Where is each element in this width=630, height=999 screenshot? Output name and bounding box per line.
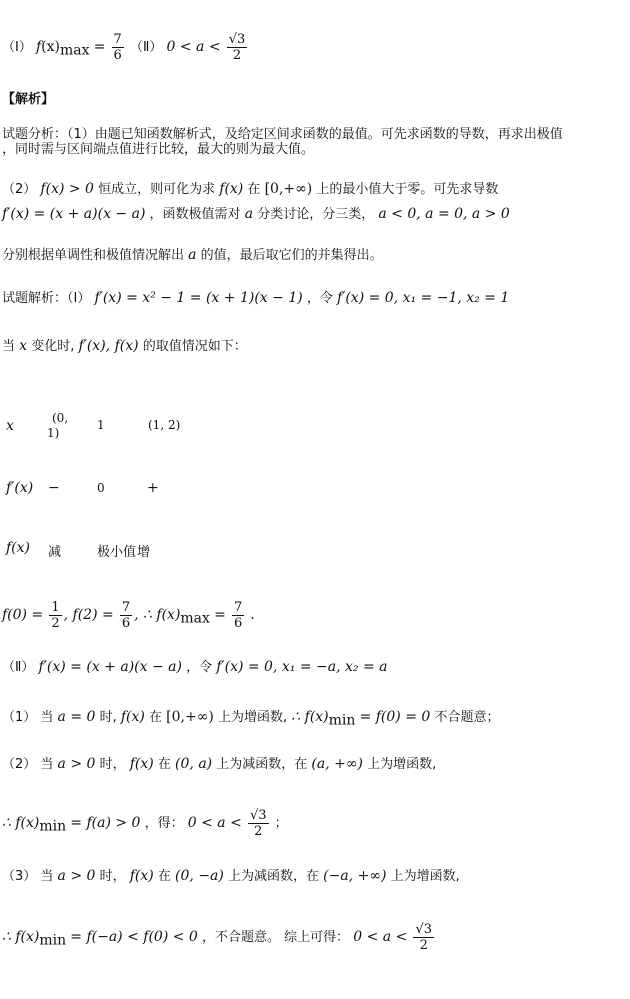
table-cell: 0	[97, 481, 105, 495]
math: f(x)	[120, 709, 145, 725]
math: 0 < a <	[353, 929, 408, 945]
math: f(x) > 0	[40, 181, 94, 197]
numerator: √3	[415, 922, 433, 937]
math: (x)	[41, 39, 60, 55]
table-cell: 增	[137, 545, 151, 560]
math: (0, −a)	[175, 868, 224, 884]
math: a	[188, 247, 197, 263]
fraction	[248, 808, 269, 839]
math: ∴ f(x)	[291, 709, 329, 725]
denominator: 2	[254, 824, 263, 839]
text: （Ⅱ）	[2, 660, 35, 675]
table-cell: −	[48, 480, 60, 496]
table-cell: (1, 2)	[148, 418, 181, 432]
subscript: max	[60, 42, 90, 59]
fraction	[49, 600, 61, 631]
table-cell: (0,	[52, 411, 69, 425]
table-cell: 极小值	[97, 545, 137, 560]
fraction	[413, 922, 434, 953]
math: a > 0	[57, 756, 96, 772]
text: 在	[157, 869, 171, 884]
analysis-line-2b	[2, 206, 510, 223]
math: (−a, +∞)	[323, 868, 387, 884]
case-2-result-line	[2, 808, 288, 839]
math: 0 < a <	[166, 39, 221, 55]
math: f′(x) = (x + a)(x − a)	[38, 659, 182, 675]
numerator: 1	[51, 600, 60, 615]
subscript: min	[39, 818, 67, 835]
math: =	[214, 607, 226, 623]
math: [0,+∞)	[264, 181, 313, 197]
denominator: 2	[419, 938, 428, 953]
case-3-result-line	[2, 922, 436, 953]
math: a = 0	[57, 709, 96, 725]
numerator: 7	[233, 600, 243, 615]
analysis-line-3	[2, 247, 383, 264]
text: 分类讨论，分三类，	[257, 207, 375, 222]
text: ；	[274, 816, 288, 831]
text: （2） 当	[2, 757, 54, 772]
fraction	[120, 600, 132, 631]
table-cell: f(x)	[6, 540, 31, 556]
math: = f(a) > 0	[70, 815, 141, 831]
table-cell: 减	[48, 545, 62, 560]
numerator: 7	[113, 32, 122, 47]
math: f′(x) = 0, x₁ = −1, x₂ = 1	[336, 290, 510, 306]
analysis-line-2a	[2, 181, 498, 198]
numerator: √3	[249, 808, 267, 823]
subscript: max	[180, 610, 210, 627]
text: 在	[149, 710, 163, 725]
denominator: 6	[233, 616, 243, 631]
denominator: 6	[113, 48, 122, 63]
fraction	[227, 32, 248, 63]
text: ，令	[306, 291, 333, 306]
math: = f(−a) < f(0) < 0	[70, 929, 198, 945]
numerator: √3	[228, 32, 246, 47]
text: ，不合题意。 综上可得：	[201, 930, 350, 945]
math: f(x)	[129, 868, 154, 884]
text: 恒成立，则可化为求	[98, 182, 216, 197]
part-ii-line	[2, 659, 387, 676]
text: ，函数极值需对	[149, 207, 241, 222]
case-3-line	[2, 868, 460, 885]
denominator: 2	[51, 616, 60, 631]
text: 上为减函数，在	[216, 757, 308, 772]
math: a	[244, 206, 254, 222]
analysis-line-1b: ，同时需与区间端点值进行比较，最大的则为最大值。	[2, 142, 315, 157]
text: 试题解析：（Ⅰ）	[2, 291, 91, 306]
text: 上的最小值大于零。可先求导数	[316, 182, 499, 197]
math: = f(0) = 0	[359, 709, 431, 725]
text: （2）	[2, 182, 37, 197]
text: 在	[157, 757, 171, 772]
fmax-line	[2, 600, 255, 631]
analysis-heading: 【解析】	[2, 92, 55, 107]
text: 时，	[99, 757, 126, 772]
math: f′(x) = x² − 1 = (x + 1)(x − 1)	[94, 290, 303, 306]
text: ，得：	[144, 816, 184, 831]
math: ∴ f(x)	[2, 929, 40, 945]
math: f′(x) = 0, x₁ = −a, x₂ = a	[216, 659, 388, 675]
text: 上为增函数,	[367, 757, 437, 772]
math: f	[35, 39, 42, 55]
math: f(0) =	[2, 607, 44, 623]
math: (a, +∞)	[311, 756, 363, 772]
math: , ∴ f(x)	[134, 607, 181, 623]
math: f(x)	[219, 181, 244, 197]
math: [0,+∞)	[166, 709, 214, 725]
text: （3） 当	[2, 869, 54, 884]
table-cell: +	[147, 480, 159, 496]
text: 上为增函数,	[390, 869, 460, 884]
text: （1） 当	[2, 710, 54, 725]
math: a < 0, a = 0, a > 0	[378, 206, 510, 222]
math: 0 < a <	[187, 815, 242, 831]
answer-part-ii: （Ⅱ）	[129, 40, 163, 55]
denominator: 2	[232, 48, 242, 63]
math: f′(x), f(x)	[78, 338, 139, 354]
text: 变化时,	[31, 339, 75, 354]
table-cell: 1)	[47, 426, 60, 440]
math: , f(2) =	[63, 607, 114, 623]
text: 上为减函数，在	[228, 869, 320, 884]
case-2-line	[2, 756, 436, 773]
text: ，令	[186, 660, 213, 675]
text: 时,	[99, 710, 117, 725]
table-intro-line	[2, 338, 247, 355]
subscript: min	[328, 712, 356, 729]
text: 在	[247, 182, 261, 197]
math: =	[93, 39, 106, 55]
text: 时，	[99, 869, 126, 884]
math: ∴ f(x)	[2, 815, 40, 831]
table-cell: f′(x)	[6, 480, 34, 496]
subscript: min	[39, 932, 67, 949]
case-1-line	[2, 709, 499, 729]
table-cell: x	[6, 418, 14, 434]
numerator: 7	[121, 600, 131, 615]
fraction	[232, 600, 244, 631]
table-cell: 1	[97, 418, 105, 432]
answer-line	[2, 32, 249, 63]
math: .	[250, 607, 255, 623]
math: f(x)	[129, 756, 154, 772]
analysis-line-1a: 试题分析：（1）由题已知函数解析式，及给定区间求函数的最值。可先求函数的导数，再求出极值	[2, 127, 563, 142]
text: 当	[2, 339, 16, 354]
math: (0, a)	[175, 756, 213, 772]
fraction	[112, 32, 124, 63]
math: a > 0	[57, 868, 96, 884]
math: f′(x) = (x + a)(x − a)	[2, 206, 146, 222]
answer-part-i: （Ⅰ）	[2, 40, 32, 55]
text: 上为增函数,	[218, 710, 288, 725]
text: 分别根据单调性和极值情况解出	[2, 248, 185, 263]
solution-line-1	[2, 290, 509, 307]
math: x	[19, 338, 28, 354]
denominator: 6	[121, 616, 131, 631]
text: 不合题意；	[434, 710, 500, 725]
text: 的值，最后取它们的并集得出。	[200, 248, 383, 263]
text: 的取值情况如下：	[142, 339, 247, 354]
